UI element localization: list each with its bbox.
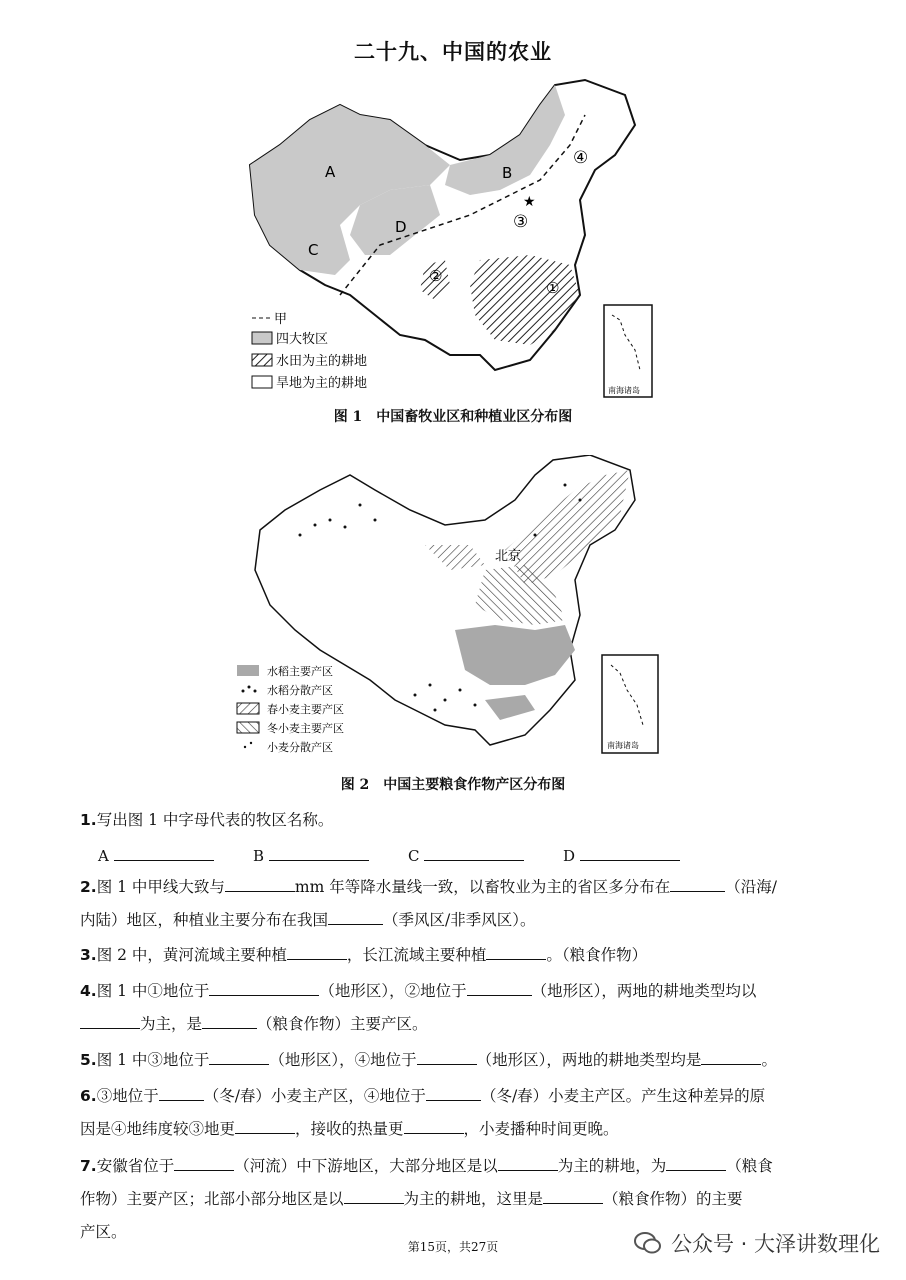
beijing-star-icon: ★ <box>523 194 536 210</box>
figure2-map <box>235 455 660 765</box>
blank[interactable] <box>225 873 295 892</box>
legend-spring-wheat: 春小麦主要产区 <box>267 703 344 716</box>
blank[interactable] <box>498 1152 558 1171</box>
blank[interactable] <box>467 977 532 996</box>
figure2-legend <box>237 664 344 754</box>
blank[interactable] <box>202 1010 257 1029</box>
label-1: ① <box>546 279 560 297</box>
blank[interactable] <box>209 1046 269 1065</box>
blank[interactable] <box>701 1046 761 1065</box>
blank[interactable] <box>486 941 546 960</box>
figure1-legend <box>252 312 367 391</box>
legend-rice-main: 水稻主要产区 <box>267 665 333 678</box>
answer-a-blank[interactable] <box>114 842 214 861</box>
answer-d-blank[interactable] <box>580 842 680 861</box>
legend-rice-scattered: 水稻分散产区 <box>267 684 333 697</box>
inset2-label: 南海诸岛 <box>607 741 639 750</box>
blank[interactable] <box>287 941 347 960</box>
blank[interactable] <box>159 1082 204 1101</box>
wechat-icon <box>633 1228 663 1258</box>
question-1: 1.写出图 1 中字母代表的牧区名称。 <box>80 811 334 829</box>
blank[interactable] <box>404 1115 464 1134</box>
label-b: B <box>502 164 513 182</box>
page-footer: 第15页，共27页 <box>407 1240 499 1254</box>
question-2: 2.图 1 中甲线大致与 mm 年等降水量线一致，以畜牧业为主的省区多分布在 （沿海/ 内陆）地区，种植业主要分布在我国 （季风区/非季风区）。 <box>80 871 830 937</box>
blank[interactable] <box>417 1046 477 1065</box>
label-4: ④ <box>573 148 589 168</box>
legend-jia: 甲 <box>274 312 288 327</box>
question-5: 5.图 1 中③地位于 （地形区），④地位于 （地形区），两地的耕地类型均是 。 <box>80 1044 830 1077</box>
figure1-inset <box>604 305 652 397</box>
figure2-caption: 图 2 中国主要粮食作物产区分布图 <box>340 777 566 793</box>
legend-wheat-scattered: 小麦分散产区 <box>267 741 333 754</box>
legend-paddy: 水田为主的耕地 <box>276 354 368 369</box>
question-4: 4.图 1 中①地位于 （地形区），②地位于 （地形区），两地的耕地类型均以 为主，是 （粮食作物）主要产区。 <box>80 975 830 1041</box>
page-title: 二十九、中国的农业 <box>354 40 552 64</box>
blank[interactable] <box>670 873 725 892</box>
blank[interactable] <box>344 1185 404 1204</box>
blank[interactable] <box>235 1115 295 1134</box>
legend-pastoral: 四大牧区 <box>276 332 329 347</box>
watermark <box>633 1228 880 1258</box>
answer-b-blank[interactable] <box>269 842 369 861</box>
blank[interactable] <box>80 1010 140 1029</box>
blank[interactable] <box>209 977 319 996</box>
label-3: ③ <box>513 212 529 232</box>
label-2: ② <box>429 267 443 285</box>
inset-label: 南海诸岛 <box>608 386 640 395</box>
figure2-inset <box>602 655 658 753</box>
figure1-caption: 图 1 中国畜牧业区和种植业区分布图 <box>333 409 573 425</box>
question-6: 6.③地位于 （冬/春）小麦主产区，④地位于 （冬/春）小麦主产区。产生这种差异的原 因是④地纬度较③地更 ，接收的热量更 ，小麦播种时间更晚。 <box>80 1080 830 1146</box>
legend-dryland: 旱地为主的耕地 <box>276 376 368 391</box>
label-d: D <box>395 218 407 236</box>
answer-c-blank[interactable] <box>424 842 524 861</box>
question-3: 3.图 2 中，黄河流域主要种植 ，长江流域主要种植 。（粮食作物） <box>80 939 830 972</box>
blank[interactable] <box>328 906 383 925</box>
blank[interactable] <box>174 1152 234 1171</box>
label-c: C <box>308 241 319 259</box>
blank[interactable] <box>666 1152 726 1171</box>
beijing-label: 北京 <box>495 549 522 564</box>
question-7: 7.安徽省位于 （河流）中下游地区，大部分地区是以 为主的耕地，为 （粮食 作物）主要产区；北部小部分地区是以 为主的耕地，这里是 （粮食作物）的主要 产区。 <box>80 1150 830 1249</box>
label-a: A <box>325 163 336 181</box>
question-1-answers: A B C D <box>98 842 718 865</box>
blank[interactable] <box>543 1185 603 1204</box>
blank[interactable] <box>426 1082 481 1101</box>
legend-winter-wheat: 冬小麦主要产区 <box>267 722 344 735</box>
watermark-text: 公众号 · 大泽讲数理化 <box>670 1232 880 1256</box>
figure1-map <box>240 75 660 405</box>
